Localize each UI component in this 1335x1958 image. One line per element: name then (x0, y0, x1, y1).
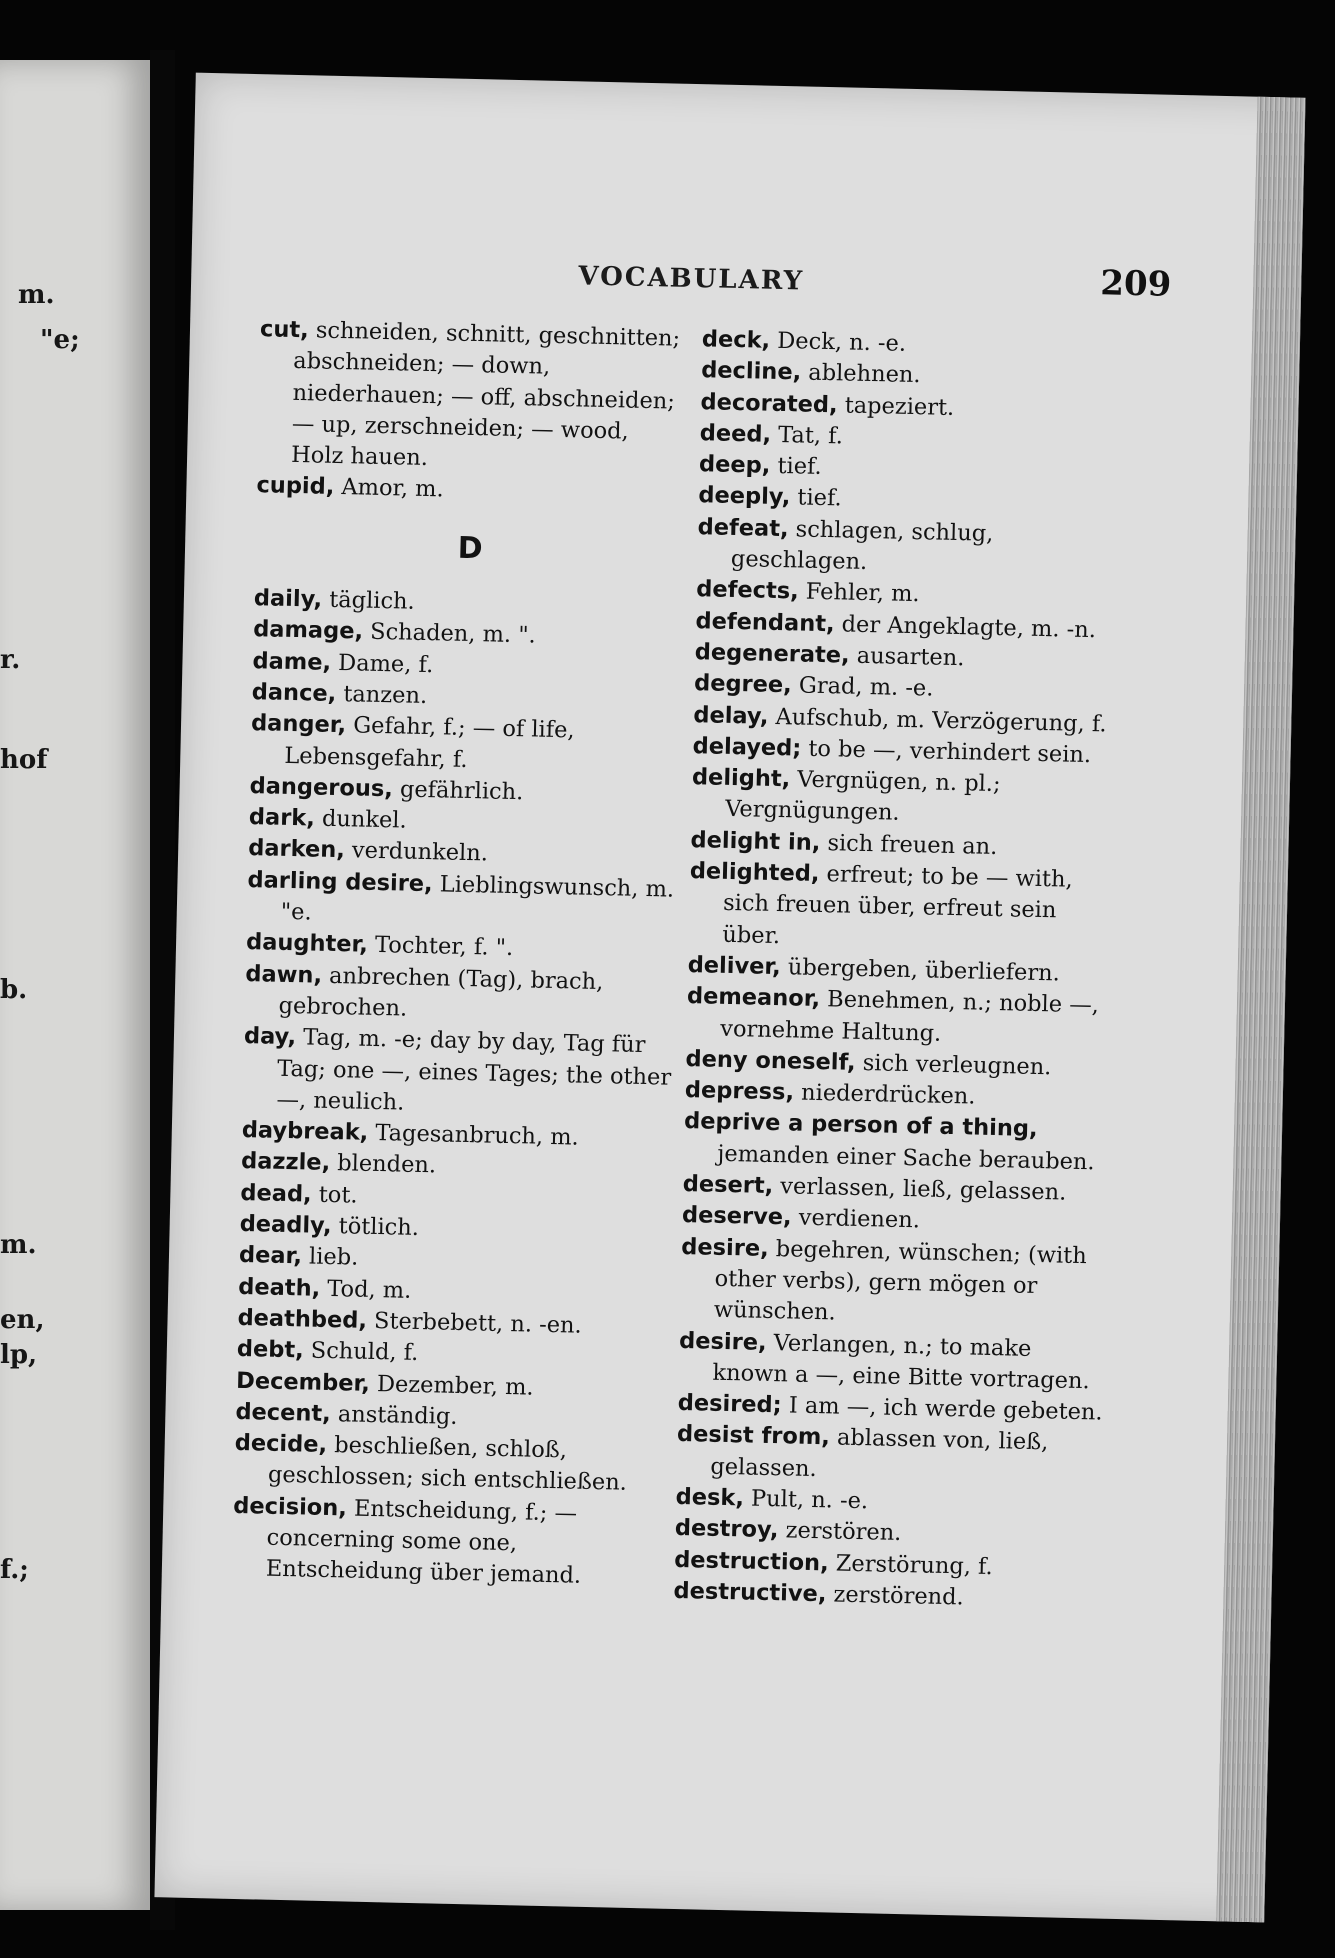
entry-headword: decide, (234, 1429, 328, 1459)
left-page-fragment: r. (0, 645, 21, 675)
entry-headword: decorated, (700, 388, 838, 418)
entry-translation: I am —, ich werde gebeten. (781, 1392, 1103, 1426)
left-page-fragment: "e; (40, 325, 80, 355)
entry-translation: verlassen, ließ, gelassen. (772, 1173, 1067, 1206)
entry-headword: destroy, (674, 1515, 779, 1544)
entry-headword: dangerous, (249, 772, 394, 803)
left-page-fragment: hof (0, 745, 48, 775)
entry-headword: dance, (251, 679, 337, 707)
entry-headword: damage, (252, 616, 364, 645)
dictionary-entry (257, 314, 690, 480)
entry-headword: delighted, (689, 858, 820, 888)
entry-headword: deliver, (687, 951, 782, 981)
entry-translation: lieb. (301, 1243, 359, 1271)
entry-headword: degenerate, (694, 639, 850, 669)
entry-translation: jemanden einer Sache berauben. (717, 1140, 1095, 1176)
entry-translation: verdienen. (791, 1204, 921, 1234)
dictionary-entry (234, 1428, 665, 1500)
entry-translation: erfreut; to be — with, sich freuen über, erfreut sein über. (722, 861, 1073, 949)
entry-headword: deny oneself, (685, 1045, 856, 1076)
entry-translation: Tochter, f. ". (367, 932, 514, 962)
entry-headword: decision, (233, 1492, 348, 1522)
dictionary-entry (242, 1021, 674, 1125)
dictionary-entry (691, 762, 1122, 834)
entry-translation: Schaden, m. ". (362, 618, 537, 649)
entry-headword: demeanor, (686, 983, 821, 1013)
page-number: 209 (1099, 263, 1172, 305)
entry-headword: deck, (701, 326, 771, 354)
entry-headword: desist from, (676, 1421, 831, 1451)
right-column (673, 324, 1132, 1617)
entry-headword: danger, (250, 710, 347, 739)
entry-headword: debt, (236, 1336, 304, 1364)
entry-translation: täglich. (321, 586, 416, 615)
entry-headword: desert, (682, 1170, 774, 1200)
entry-headword: decline, (700, 357, 802, 386)
entry-headword: dame, (252, 647, 332, 676)
entry-headword: dawn, (245, 960, 323, 989)
entry-headword: defendant, (695, 607, 835, 637)
entry-headword: delayed; (692, 732, 802, 762)
entry-headword: cupid, (256, 472, 335, 501)
entry-translation: Dame, f. (330, 649, 434, 678)
entry-headword: defects, (695, 576, 799, 605)
dictionary-entry (244, 959, 675, 1031)
entry-headword: delay, (693, 701, 769, 730)
section-letter: D (457, 530, 483, 567)
entry-headword: day, (243, 1023, 297, 1051)
page-edges (1216, 97, 1305, 1923)
entry-translation: Schuld, f. (303, 1337, 419, 1367)
vocabulary-page (154, 73, 1305, 1923)
entry-translation: Gefahr, f.; — of life, Lebensgefahr, f. (284, 712, 575, 773)
entry-translation: ablassen von, ließ, gelassen. (710, 1424, 1049, 1482)
entry-translation: gefährlich. (392, 776, 524, 806)
dictionary-entry (683, 1106, 1114, 1178)
entry-translation: to be —, verhindert sein. (800, 735, 1092, 768)
entry-translation: verdunkeln. (344, 837, 489, 867)
entry-headword: deprive a person of a thing, (683, 1108, 1038, 1143)
entry-headword: deserve, (681, 1202, 792, 1231)
dictionary-entry (697, 512, 1128, 584)
entry-headword: death, (238, 1273, 321, 1302)
entry-headword: dear, (238, 1242, 303, 1270)
entry-headword: delight, (691, 764, 791, 793)
entry-headword: deep, (698, 451, 771, 479)
entry-headword: deeply, (698, 482, 791, 511)
entry-translation: zerstörend. (826, 1581, 965, 1611)
entry-headword: dazzle, (240, 1148, 331, 1177)
entry-headword: deed, (699, 420, 772, 448)
right-column-entries (673, 324, 1132, 1617)
left-column-entries (232, 583, 685, 1594)
entry-translation: tief. (770, 452, 823, 481)
entry-headword: dead, (240, 1179, 312, 1208)
entry-translation: sich freuen an. (820, 829, 998, 860)
dictionary-entry (250, 708, 681, 780)
entry-headword: desk, (675, 1483, 745, 1512)
entry-translation: Deck, n. -e. (769, 327, 907, 357)
running-head: VOCABULARY (578, 261, 805, 297)
left-page-fragment: en, (0, 1305, 45, 1335)
entry-headword: cut, (259, 316, 309, 344)
entry-translation: ablehnen. (800, 359, 921, 389)
entry-translation: Grad, m. -e. (791, 672, 934, 702)
dictionary-entry (680, 1232, 1112, 1336)
dictionary-entry (688, 856, 1120, 960)
entry-translation: der Angeklagte, m. -n. (834, 610, 1097, 643)
left-page (0, 60, 150, 1910)
entry-headword: defeat, (697, 513, 789, 542)
left-page-fragment: m. (18, 280, 55, 310)
dictionary-entry (246, 865, 677, 937)
left-page-fragment: f.; (0, 1555, 29, 1585)
left-column-continued-entries (256, 314, 690, 511)
dictionary-entry (678, 1325, 1109, 1397)
entry-translation: Dezember, m. (369, 1370, 534, 1401)
entry-translation: beschließen, schloß, geschlossen; sich entschließen. (267, 1432, 628, 1497)
entry-translation: Lieblingswunsch, m. "e. (280, 870, 675, 926)
left-page-fragment: lp, (0, 1340, 38, 1370)
entry-headword: delight in, (690, 826, 821, 856)
entry-translation: blenden. (329, 1150, 437, 1179)
left-page-fragment: b. (0, 975, 28, 1005)
entry-headword: destruction, (673, 1546, 829, 1576)
left-page-fragment: m. (0, 1230, 37, 1260)
entry-translation: Vergnügen, n. pl.; Vergnügungen. (724, 766, 1001, 827)
entry-translation: zerstören. (778, 1517, 902, 1547)
entry-headword: daughter, (245, 929, 369, 959)
entry-translation: ausarten. (849, 642, 965, 672)
entry-translation: Amor, m. (334, 474, 444, 503)
entry-translation: sich verleugnen. (855, 1049, 1052, 1081)
entry-headword: daily, (253, 585, 323, 613)
entry-translation: niederdrücken. (793, 1079, 976, 1110)
entry-headword: darken, (247, 835, 346, 864)
dictionary-entry (232, 1491, 664, 1595)
entry-translation: tötlich. (331, 1213, 420, 1242)
entry-translation: übergeben, überliefern. (780, 954, 1061, 987)
entry-translation: anständig. (330, 1400, 458, 1430)
entry-translation: Fehler, m. (798, 578, 920, 608)
entry-headword: deathbed, (237, 1304, 368, 1334)
entry-translation: schneiden, schnitt, geschnitten; abschneiden; — down, niederhauen; — off, abschneiden; — up, zerschneiden; — wood, Holz hauen. (290, 317, 681, 472)
entry-headword: degree, (693, 670, 793, 699)
entry-headword: depress, (684, 1077, 795, 1106)
entry-translation: tot. (311, 1181, 358, 1209)
entry-translation: Aufschub, m. Verzögerung, f. (768, 703, 1107, 738)
entry-translation: tapeziert. (837, 391, 955, 421)
entry-translation: dunkel. (314, 805, 407, 834)
entry-headword: dark, (248, 804, 316, 832)
entry-translation: tief. (789, 484, 842, 512)
entry-translation: Tagesanbruch, m. (367, 1119, 580, 1151)
entry-translation: Tod, m. (319, 1275, 412, 1304)
left-column (232, 314, 691, 1594)
entry-translation: Zerstörung, f. (828, 1549, 994, 1580)
entry-translation: begehren, wünschen; (with other verbs), gern mögen or wünschen. (713, 1235, 1088, 1326)
dictionary-entry (686, 981, 1117, 1053)
entry-headword: December, (235, 1367, 371, 1397)
entry-translation: Pult, n. -e. (743, 1485, 869, 1515)
entry-headword: deadly, (239, 1210, 332, 1240)
entry-translation: Sterbebett, n. -en. (366, 1307, 583, 1339)
entry-translation: Verlangen, n.; to make known a —, eine Bitte vortragen. (712, 1329, 1090, 1395)
entry-headword: desired; (677, 1390, 782, 1419)
entry-translation: Tat, f. (770, 421, 844, 450)
dictionary-entry (676, 1419, 1107, 1491)
entry-translation: tanzen. (335, 680, 428, 710)
entry-headword: desire, (681, 1233, 769, 1262)
entry-headword: darling desire, (247, 866, 433, 897)
entry-headword: desire, (678, 1327, 767, 1356)
entry-translation: Entscheidung, f.; — concerning some one, Entscheidung über jemand. (265, 1495, 582, 1590)
entry-headword: destructive, (673, 1577, 827, 1608)
entry-headword: decent, (235, 1398, 332, 1427)
entry-translation: Benehmen, n.; noble —, vornehme Haltung. (720, 986, 1100, 1047)
entry-translation: schlagen, schlug, geschlagen. (730, 515, 994, 576)
entry-translation: anbrechen (Tag), brach, gebrochen. (278, 962, 604, 1022)
entry-headword: daybreak, (241, 1117, 369, 1146)
entry-translation: Tag, m. -e; day by day, Tag für Tag; one —, eines Tages; the other —, neulich. (276, 1024, 672, 1116)
